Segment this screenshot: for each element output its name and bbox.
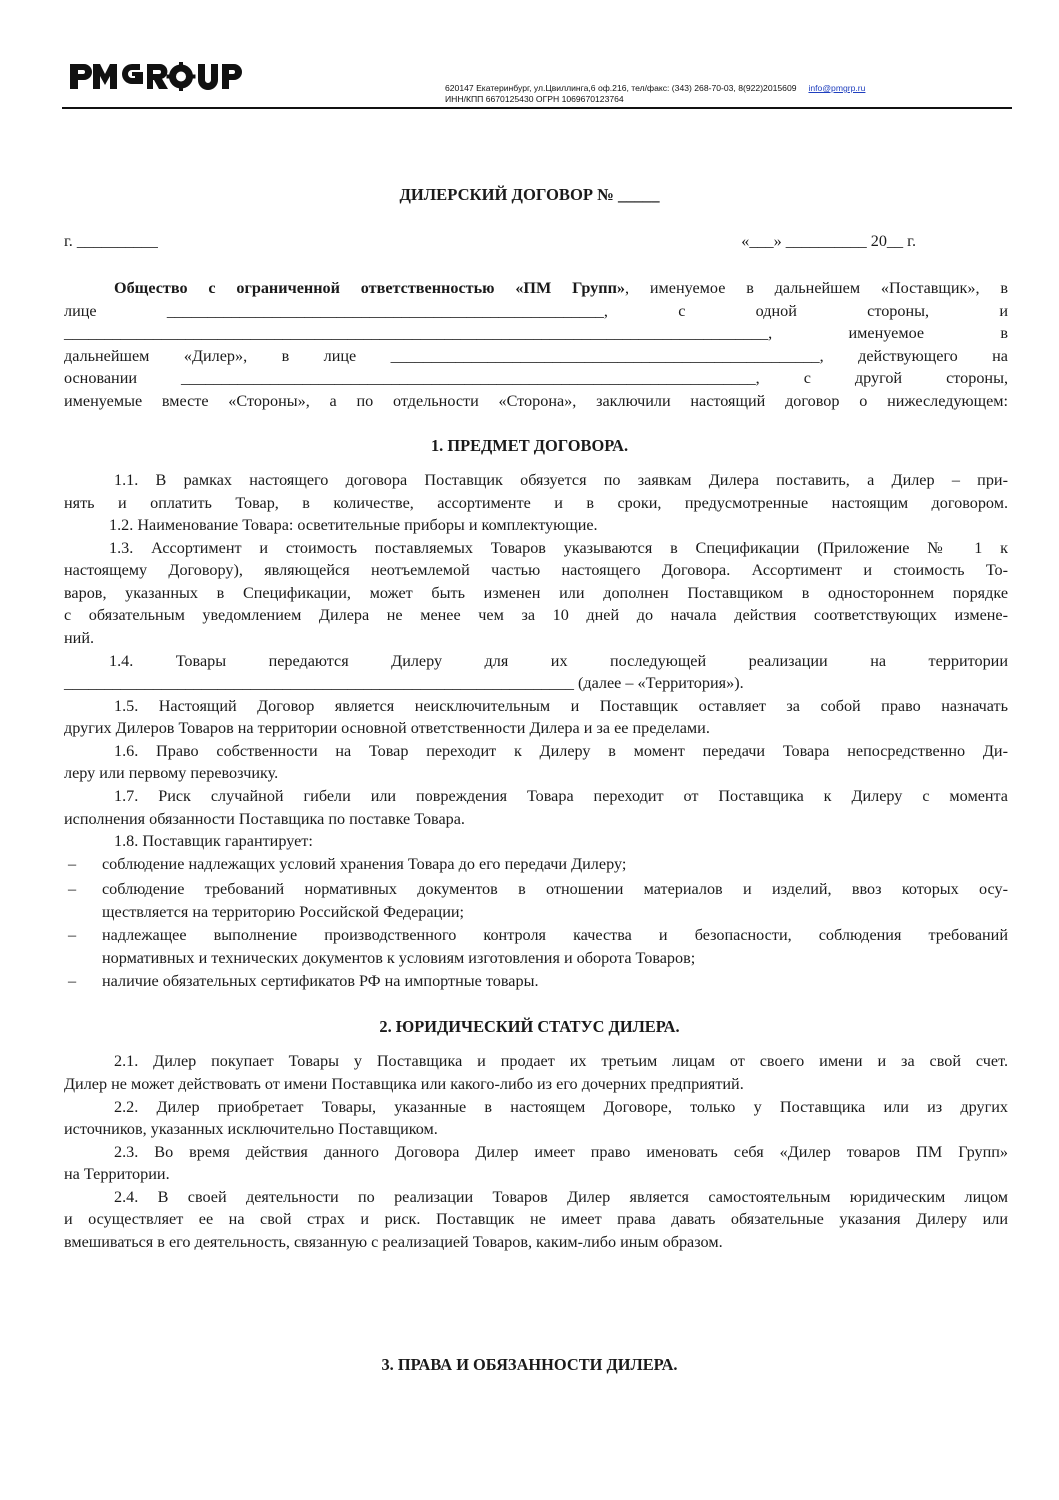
guarantee-item-1-text: соблюдение надлежащих условий хранения Товара до его передачи Дилеру; (102, 855, 627, 873)
guarantee-item-4 (64, 970, 1008, 993)
clause-1-7-line-2: исполнения обязанности Поставщика по поставке Товара. (64, 810, 465, 828)
clause-1-7-line-1: 1.7. Риск случайной гибели или повреждения Товара переходит от Поставщика к Дилеру с момента (114, 787, 1008, 805)
pm-group-logo-icon (70, 61, 242, 93)
section-2-title: 2. ЮРИДИЧЕСКИЙ СТАТУС ДИЛЕРА. (379, 1017, 680, 1036)
company-logo (70, 61, 242, 93)
preamble-line-2: лице ______________________________________________________, с одной стороны, и (64, 302, 1008, 320)
clause-1-8: 1.8. Поставщик гарантирует: (114, 832, 313, 850)
clause-2-3-line-2: на Территории. (64, 1165, 170, 1183)
clause-1-2: 1.2. Наименование Товара: осветительные приборы и комплектующие. (109, 516, 598, 534)
preamble-line-1 (64, 277, 1008, 300)
preamble-line-5: основании _______________________________________________________________________, с другой стороны, (64, 369, 1008, 387)
guarantee-item-1 (64, 853, 1008, 876)
clause-1-6-line-1: 1.6. Право собственности на Товар переходит к Дилеру в момент передачи Товара непосредственно Ди- (114, 742, 1008, 760)
dash-marker: – (68, 855, 77, 873)
clause-2-2-line-1: 2.2. Дилер приобретает Товары, указанные в настоящем Договоре, только у Поставщика или из других (114, 1098, 1008, 1116)
clause-1-6-line-2: леру или первому перевозчику. (64, 764, 279, 782)
header-contact-info (445, 83, 865, 105)
dash-marker: – (68, 880, 77, 898)
clause-1-1-line-1: 1.1. В рамках настоящего договора Поставщик обязуется по заявкам Дилера поставить, а Дилер – при- (114, 471, 1008, 489)
document-title: ДИЛЕРСКИЙ ДОГОВОР № _____ (399, 185, 660, 204)
clause-1-5-line-1: 1.5. Настоящий Договор является неисключительным и Поставщик оставляет за собой право назначать (114, 697, 1008, 715)
clause-1-4-line-2: _______________________________________________________________ (далее – «Территория»). (64, 674, 744, 692)
clause-1-3-line-4: с обязательным уведомлением Дилера не менее чем за 10 дней до начала действия соответствующих измене- (64, 606, 1008, 624)
clause-2-2-line-2: источников, указанных исключительно Поставщиком. (64, 1120, 438, 1138)
guarantee-item-3-line-1: надлежащее выполнение производственного контроля качества и безопасности, соблюдения требований (102, 926, 1008, 944)
date-field: «___» __________ 20__ г. (741, 232, 916, 250)
header-address: 620147 Екатеринбург, ул.Цвиллинга,6 оф.216, тел/факс: (343) 268-70-03, 8(922)2015609 (445, 83, 797, 93)
clause-1-4-line-1: 1.4. Товары передаются Дилеру для их последующей реализации на территории (109, 652, 1008, 670)
clause-1-5-line-2: других Дилеров Товаров на территории основной ответственности Дилера и за ее пределами. (64, 719, 710, 737)
clause-2-4-line-2: и осуществляет ее на свой страх и риск. Поставщик не имеет права давать обязательные указания Дилеру или (64, 1210, 1008, 1228)
section-1-title: 1. ПРЕДМЕТ ДОГОВОРА. (430, 436, 629, 455)
section-3-title: 3. ПРАВА И ОБЯЗАННОСТИ ДИЛЕРА. (381, 1355, 678, 1374)
guarantee-item-3-line-2: нормативных и технических документов к условиям изготовления и оборота Товаров; (102, 948, 696, 967)
guarantee-item-2 (64, 878, 1008, 923)
guarantee-item-4-text: наличие обязательных сертификатов РФ на импортные товары. (102, 972, 539, 990)
clause-1-1-line-2: нять и оплатить Товар, в количестве, ассортименте и в сроки, предусмотренные настоящим договором. (64, 494, 1008, 512)
header-address-line (445, 83, 865, 94)
header-divider (62, 107, 1012, 109)
party1-name: Общество с ограниченной ответственностью «ПМ Групп» (114, 279, 626, 297)
dash-marker: – (68, 926, 77, 944)
clause-2-1-line-2: Дилер не может действовать от имени Поставщика или какого-либо из его дочерних предприятий. (64, 1075, 744, 1093)
clause-1-3-line-1: 1.3. Ассортимент и стоимость поставляемых Товаров указываются в Спецификации (Приложение № 1 к (109, 539, 1008, 557)
clause-2-4-line-3: вмешиваться в его деятельность, связанную с реализацией Товаров, каким-либо иным образом. (64, 1233, 723, 1251)
clause-2-4-line-1: 2.4. В своей деятельности по реализации Товаров Дилер является самостоятельным юридическим лицом (114, 1188, 1008, 1206)
clause-1-3-line-5: ний. (64, 629, 95, 647)
preamble-line-3: _______________________________________________________________________________________, именуемое в (64, 324, 1008, 342)
preamble-line-4: дальнейшем «Дилер», в лице _____________________________________________________, действующего на (64, 347, 1008, 365)
header-email-link[interactable]: info@pmgrp.ru (808, 83, 866, 93)
preamble-line-6: именуемые вместе «Стороны», а по отдельности «Сторона», заключили настоящий договор о нижеследующем: (64, 392, 1008, 410)
clause-1-3-line-2: настоящему Договору), являющейся неотъемлемой частью настоящего Договора. Ассортимент и стоимость То- (64, 561, 1008, 579)
city-field: г. __________ (64, 232, 158, 250)
guarantee-item-3 (64, 924, 1008, 969)
clause-1-3-line-3: варов, указанных в Спецификации, может быть изменен или дополнен Поставщиком в одностороннем порядке (64, 584, 1008, 602)
dash-marker: – (68, 972, 77, 990)
preamble-l1-rest: , именуемое в дальнейшем «Поставщик», в (625, 279, 1008, 297)
guarantee-item-2-line-1: соблюдение требований нормативных документов в отношении материалов и изделий, ввоз которых осу- (102, 880, 1008, 898)
guarantee-item-2-line-2: ществляется на территорию Российской Федерации; (102, 902, 465, 921)
clause-2-3-line-1: 2.3. Во время действия данного Договора Дилер имеет право именовать себя «Дилер товаров ПМ Групп» (114, 1143, 1008, 1161)
header-requisites: ИНН/КПП 6670125430 ОГРН 1069670123764 (445, 94, 624, 104)
clause-2-1-line-1: 2.1. Дилер покупает Товары у Поставщика и продает их третьим лицам от своего имени и за свой счет. (114, 1052, 1008, 1070)
